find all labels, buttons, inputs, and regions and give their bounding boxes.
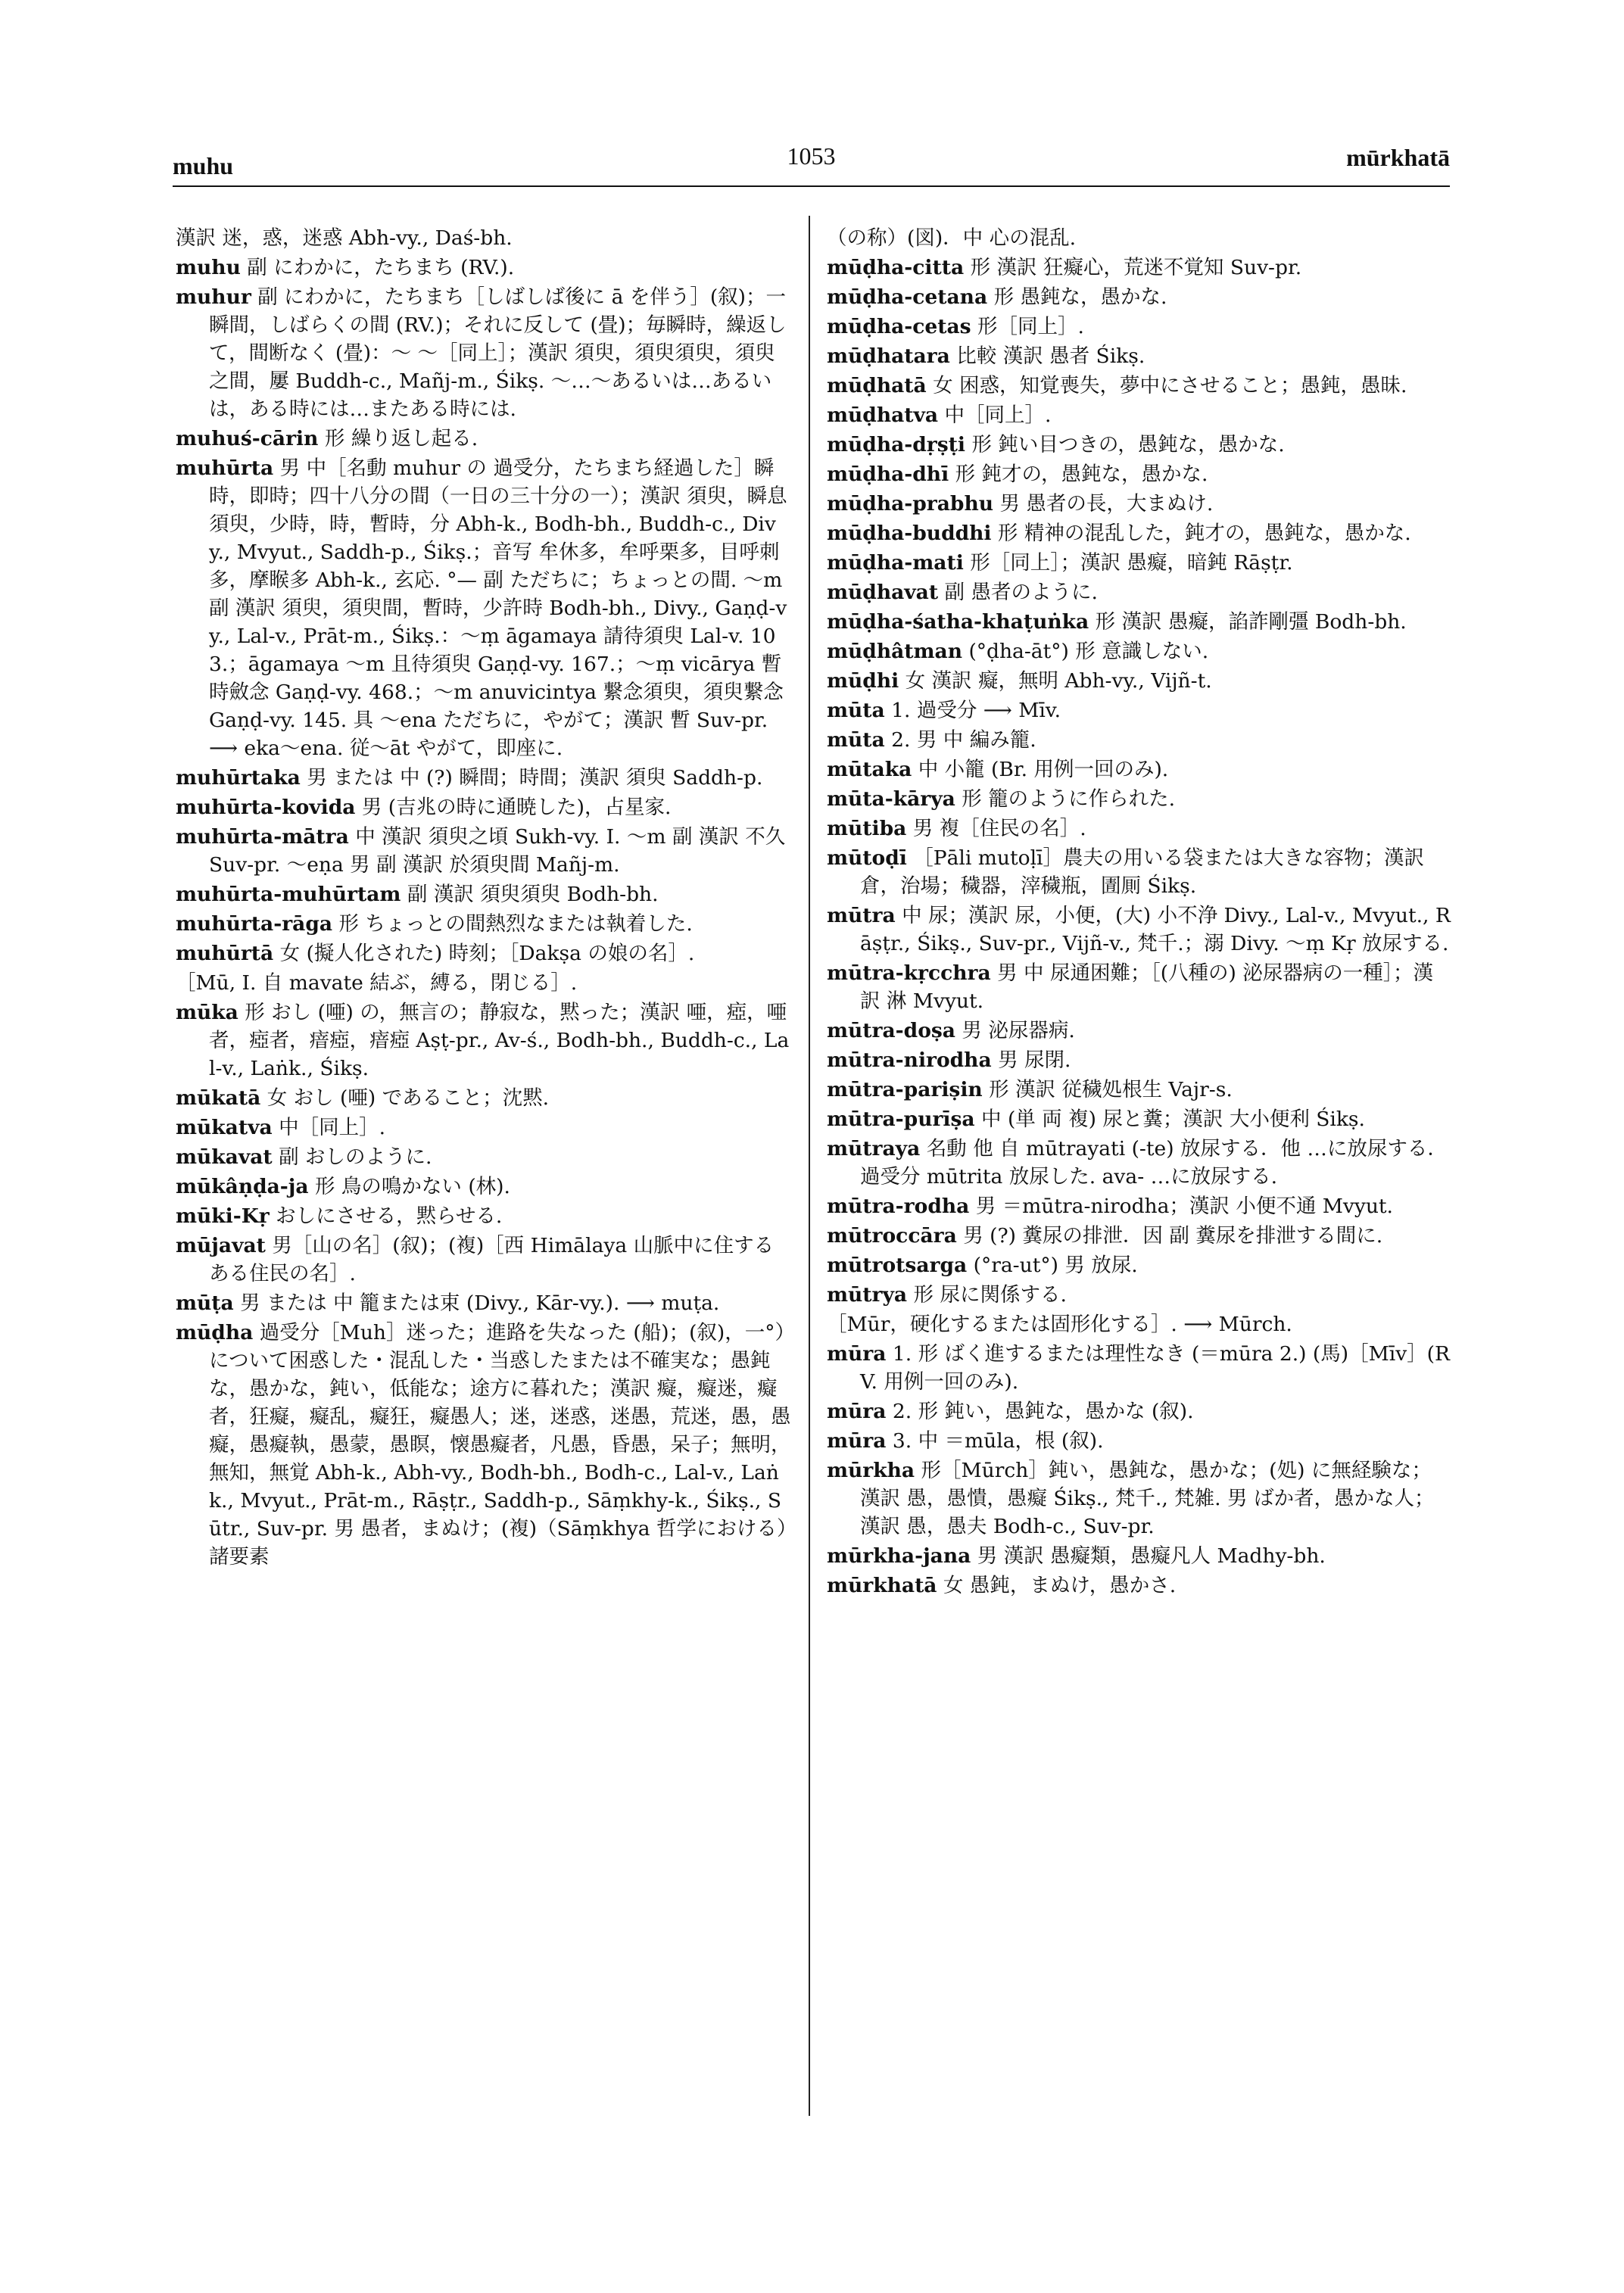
definition-text: 中［同上］. <box>279 1116 386 1139</box>
headword: mūḍha-prabhu <box>827 492 993 516</box>
dictionary-entry <box>827 637 1451 665</box>
definition-text: 男 または 中 (?) 瞬間；時間；漢訳 須臾 Saddh-p. <box>307 766 763 790</box>
dictionary-entry <box>176 969 793 997</box>
definition-text: 形 籠のように作られた. <box>962 787 1176 811</box>
headword: mūtrotsarga <box>827 1254 968 1277</box>
dictionary-entry <box>827 283 1451 311</box>
dictionary-entry <box>827 578 1451 606</box>
headword: mūta <box>827 699 885 722</box>
headword: mūḍhâtman <box>827 640 962 663</box>
definition-text: 男 ＝mūtra-nirodha；漢訳 小便不通 Mvyut. <box>975 1195 1393 1218</box>
headword: mūḍha-cetana <box>827 285 988 309</box>
definition-text: 女 困惑，知覚喪失，夢中にさせること；愚鈍，愚昧. <box>933 374 1407 397</box>
dictionary-entry <box>827 1427 1451 1455</box>
headword: mūtra-kṛcchra <box>827 961 991 985</box>
definition-text: 形 愚鈍な，愚かな. <box>993 285 1167 309</box>
dictionary-entry <box>176 1143 793 1171</box>
dictionary-entry <box>827 815 1451 843</box>
dictionary-entry <box>827 1310 1451 1338</box>
headword: mūkatva <box>176 1116 273 1139</box>
header-right-guide-word: mūrkhatā <box>1346 144 1450 171</box>
dictionary-entry <box>827 1105 1451 1133</box>
dictionary-entry <box>827 1046 1451 1074</box>
dictionary-entry <box>176 1319 793 1571</box>
definition-text: ［Mūr，硬化するまたは固形化する］. ⟶ Mūrch. <box>827 1313 1292 1336</box>
definition-text: 男 または 中 籠または束 (Divy., Kār-vy.). ⟶ muṭa. <box>240 1291 720 1315</box>
headword: mūtra-nirodha <box>827 1048 992 1072</box>
header-rule <box>173 185 1450 187</box>
dictionary-entry <box>827 1456 1451 1541</box>
dictionary-entry <box>176 254 793 282</box>
definition-text: 形［Mūrch］鈍い，愚鈍な，愚かな；(処) に無経験な；漢訳 愚，愚憒，愚癡 Śikṣ., 梵千., 梵雑. 男 ばか者，愚かな人；漢訳 愚，愚夫 Bodh-c., Suv-pr. <box>860 1459 1435 1538</box>
headword: muhūrtā <box>176 942 274 965</box>
definition-text: 女 おし (唖) であること；沈黙. <box>267 1086 550 1110</box>
definition-text: おしにさせる，黙らせる. <box>276 1204 503 1228</box>
dictionary-entry <box>176 283 793 423</box>
headword: muhu <box>176 256 241 279</box>
dictionary-entry <box>176 880 793 908</box>
headword: mūtrya <box>827 1283 908 1307</box>
dictionary-entry <box>176 224 793 252</box>
definition-text: 男 (?) 糞尿の排泄．因 副 糞尿を排泄する間に. <box>963 1224 1383 1248</box>
dictionary-entry <box>827 549 1451 577</box>
headword: mūtra-doṣa <box>827 1019 955 1042</box>
dictionary-entry <box>176 1173 793 1201</box>
definition-text: 1. 形 ばく進するまたは理性なき (＝mūra 2.) (馬)［Mīv］(RV. 用例一回のみ). <box>860 1342 1450 1394</box>
headword: mūḍha-mati <box>827 551 964 575</box>
headword: mūḍha-dṛṣṭi <box>827 433 965 456</box>
definition-text: 男 尿閉. <box>998 1048 1071 1072</box>
dictionary-entry <box>176 1084 793 1112</box>
definition-text: 副 漢訳 須臾須臾 Bodh-bh. <box>407 883 659 906</box>
dictionary-entry <box>176 1202 793 1230</box>
dictionary-entry <box>827 844 1451 900</box>
headword: muhūrta-muhūrtam <box>176 883 401 906</box>
definition-text: 男［山の名］(叙)；(複)［西 Himālaya 山脈中に住するある住民の名］. <box>209 1234 775 1285</box>
definition-text: 形［同上］；漢訳 愚癡，暗鈍 Rāṣṭr. <box>970 551 1293 575</box>
definition-text: 男 漢訳 愚癡類，愚癡凡人 Madhy-bh. <box>977 1544 1326 1568</box>
definition-text: 形 おし (唖) の，無言の；静寂な，黙った；漢訳 唖，瘂，唖者，瘂者，瘖瘂，瘖瘂 Aṣṭ-pr., Av-ś., Bodh-bh., Buddh-c., Lal-v., Laṅk., Śikṣ. <box>209 1001 790 1080</box>
definition-text: ［Mū, I. 自 mavate 結ぶ，縛る，閉じる］. <box>176 971 578 995</box>
dictionary-entry <box>176 793 793 821</box>
definition-text: 副 愚者のように. <box>944 581 1098 604</box>
definition-text: 男 愚者の長，大まぬけ. <box>999 492 1214 516</box>
dictionary-entry <box>827 1281 1451 1309</box>
definition-text: 男 中 尿通困難；［(八種の) 泌尿器病の一種］；漢訳 淋 Mvyut. <box>860 961 1434 1013</box>
headword: mūra <box>827 1342 887 1366</box>
definition-text: 中 (単 両 複) 尿と糞；漢訳 大小便利 Śikṣ. <box>981 1108 1365 1131</box>
headword: mūki-Kṛ <box>176 1204 270 1228</box>
headword: mūḍhi <box>827 669 899 693</box>
definition-text: 中 漢訳 須臾之頃 Sukh-vy. I. ～m 副 漢訳 不久 Suv-pr. ～eṇa 男 副 漢訳 於須臾間 Mañj-m. <box>209 825 786 877</box>
dictionary-entry <box>827 1222 1451 1250</box>
definition-text: 形［同上］. <box>977 315 1084 338</box>
dictionary-entry <box>827 372 1451 400</box>
definition-text: 中［同上］. <box>944 403 1052 427</box>
headword: mūka <box>176 1001 238 1024</box>
dictionary-entry <box>827 1192 1451 1220</box>
headword: mūra <box>827 1400 887 1423</box>
definition-text: 中 尿；漢訳 尿，小便，(大) 小不浄 Divy., Lal-v., Mvyut., Rāṣṭr., Śikṣ., Suv-pr., Vijñ-v., 梵千.；溺 Divy. ～ṃ Kṛ 放尿する. <box>860 904 1451 955</box>
headword: mūtaka <box>827 758 912 781</box>
column-divider <box>809 216 810 2116</box>
dictionary-entry <box>827 224 1451 252</box>
dictionary-entry <box>827 667 1451 695</box>
headword: muhur <box>176 285 251 309</box>
headword: mūta <box>827 728 885 752</box>
headword: mūḍhatara <box>827 344 950 368</box>
definition-text: ［Pāli mutoḷī］農夫の用いる袋または大きな容物；漢訳 倉，治場；穢器，滓穢瓶，圊厠 Śikṣ. <box>860 846 1425 898</box>
headword: mūrkha <box>827 1459 915 1482</box>
dictionary-entry <box>176 1289 793 1317</box>
dictionary-entry <box>827 785 1451 813</box>
dictionary-entry <box>827 313 1451 341</box>
dictionary-entry <box>827 401 1451 429</box>
headword: mūḍha-cetas <box>827 315 971 338</box>
headword: mūkatā <box>176 1086 261 1110</box>
headword: mūḍha-śatha-khaṭuṅka <box>827 610 1089 634</box>
dictionary-entry <box>827 342 1451 370</box>
headword: mūḍha-dhī <box>827 463 949 486</box>
definition-text: 女 (擬人化された) 時刻；［Dakṣa の娘の名］. <box>279 942 695 965</box>
right-column <box>827 224 1451 1601</box>
dictionary-entry <box>827 431 1451 459</box>
headword: muhūrta-kovida <box>176 796 356 819</box>
definition-text: 漢訳 迷，惑，迷惑 Abh-vy., Daś-bh. <box>176 226 513 250</box>
headword: mūta-kārya <box>827 787 955 811</box>
dictionary-entry <box>176 1114 793 1142</box>
dictionary-entry <box>176 425 793 453</box>
dictionary-entry <box>827 254 1451 282</box>
dictionary-entry <box>827 460 1451 488</box>
dictionary-entry <box>827 756 1451 784</box>
page-number: 1053 <box>787 142 836 170</box>
header-left-guide-word: muhu <box>173 152 234 179</box>
headword: mūjavat <box>176 1234 266 1257</box>
definition-text: （の称）(図)．中 心の混乱. <box>827 226 1077 250</box>
headword: muhūrtaka <box>176 766 301 790</box>
headword: mūtra-purīṣa <box>827 1108 975 1131</box>
definition-text: (°ra-ut°) 男 放尿. <box>973 1254 1138 1277</box>
headword: muhūrta <box>176 456 274 480</box>
headword: mūtraya <box>827 1137 921 1161</box>
definition-text: 女 漢訳 癡，無明 Abh-vy., Vijñ-t. <box>905 669 1212 693</box>
definition-text: 女 愚鈍，まぬけ，愚かさ. <box>943 1574 1177 1597</box>
dictionary-entry <box>827 1572 1451 1600</box>
headword: mūḍha-buddhi <box>827 522 992 545</box>
headword: mūrkhatā <box>827 1574 937 1597</box>
definition-text: 男 中［名動 muhur の 過受分，たちまち経過した］瞬時，即時；四十八分の間（一日の三十分の一）；漢訳 須臾，瞬息須臾，少時，時，暫時，分 Abh-k., Bodh-bh., Buddh-c., Divy., Mvyut., Saddh-p., Śikṣ.；音写 牟休多，牟呼栗多，目呼刺多，摩睺多 Abh-k., 玄応. °— 副 ただちに；ちょっとの間. ～m 副 漢訳 須臾，須臾間，暫時，少許時 Bodh-bh., Divy., Gaṇḍ-vy., Lal-v., Prāt-m., Śikṣ.：～ṃ āgamaya 請待須臾 Lal-v. 103.；āgamaya ～m 且待須臾 Gaṇḍ-vy. 167.；～ṃ vicārya 暫時斂念 Gaṇḍ-vy. 468.；～m anuvicintya 繋念須臾，須臾繋念 Gaṇḍ-vy. 145. 具 ～ena ただちに，やがて；漢訳 暫 Suv-pr. ⟶ eka～ena. 従～āt やがて，即座に. <box>209 456 787 760</box>
dictionary-entry <box>176 910 793 938</box>
definition-text: 形 ちょっとの間熱烈なまたは執着した. <box>338 912 693 936</box>
dictionary-entry <box>827 696 1451 724</box>
definition-text: 過受分［Muh］迷った；進路を失なった (船)；(叙)，一°）について困惑した・混乱した・当惑したまたは不確実な；愚鈍な，愚かな，鈍い，低能な；途方に暮れた；漢訳 癡，癡迷，癡者，狂癡，癡乱，癡狂，癡愚人；迷，迷惑，迷愚，荒迷，愚，愚癡，愚癡執，愚蒙，愚瞑，懐愚癡者，凡愚，昏愚，呆子；無明，無知，無覚 Abh-k., Abh-vy., Bodh-bh., Bodh-c., Lal-v., Laṅk., Mvyut., Prāt-m., Rāṣṭr., Saddh-p., Sāṃkhy-k., Śikṣ., Sūtr., Suv-pr. 男 愚者，まぬけ；(複)（Sāṃkhya 哲学における）諸要素 <box>209 1321 791 1569</box>
headword: mūḍha <box>176 1321 254 1344</box>
dictionary-entry <box>827 608 1451 636</box>
definition-text: 形 鳥の鳴かない (林). <box>315 1175 510 1198</box>
definition-text: 中 小籠 (Br. 用例一回のみ). <box>918 758 1169 781</box>
headword: mūtra-rodha <box>827 1195 970 1218</box>
dictionary-entry <box>827 1251 1451 1279</box>
headword: mūḍha-citta <box>827 256 965 279</box>
definition-text: 男 複［住民の名］. <box>912 817 1086 840</box>
definition-text: 形 鈍才の，愚鈍な，愚かな. <box>955 463 1208 486</box>
dictionary-entry <box>827 1340 1451 1396</box>
dictionary-entry <box>827 1542 1451 1570</box>
dictionary-entry <box>827 519 1451 547</box>
headword: muhūrta-rāga <box>176 912 333 936</box>
page-header <box>173 142 1450 183</box>
headword: mūḍhavat <box>827 581 939 604</box>
dictionary-entry <box>176 823 793 879</box>
headword: mūtiba <box>827 817 907 840</box>
headword: mūra <box>827 1429 887 1453</box>
dictionary-entry <box>827 959 1451 1015</box>
dictionary-entry <box>827 1017 1451 1045</box>
headword: mūṭa <box>176 1291 234 1315</box>
headword: mūkavat <box>176 1145 273 1169</box>
definition-text: 形 鈍い目つきの，愚鈍な，愚かな. <box>971 433 1285 456</box>
headword: mūtroccāra <box>827 1224 957 1248</box>
dictionary-entry <box>176 999 793 1083</box>
headword: muhuś-cārin <box>176 427 319 450</box>
dictionary-entry <box>176 764 793 792</box>
definition-text: 形 漢訳 従穢処根生 Vajr-s. <box>989 1078 1233 1101</box>
definition-text: 男 泌尿器病. <box>962 1019 1075 1042</box>
definition-text: 2. 形 鈍い，愚鈍な，愚かな (叙). <box>892 1400 1194 1423</box>
dictionary-entry <box>827 902 1451 958</box>
definition-text: 1. 過受分 ⟶ Mīv. <box>891 699 1061 722</box>
dictionary-entry <box>827 1076 1451 1104</box>
dictionary-entry <box>827 490 1451 518</box>
definition-text: 形 繰り返し起る. <box>324 427 478 450</box>
dictionary-entry <box>827 1135 1451 1191</box>
headword: mūḍhatā <box>827 374 927 397</box>
definition-text: 男 (吉兆の時に通暁した)，占星家. <box>361 796 672 819</box>
definition-text: 名動 他 自 mūtrayati (-te) 放尿する．他 …に放尿する．過受分 mūtrita 放尿した. ava- …に放尿する. <box>860 1137 1448 1189</box>
headword: mūrkha-jana <box>827 1544 971 1568</box>
definition-text: 副 にわかに，たちまち［しばしば後に ā を伴う］(叙)；一瞬間，しばらくの間 (RV.)；それに反して (畳)；毎瞬時，繰返して，間断なく (畳)：～ ～［同上］；漢訳 須臾，須臾須臾，須臾之間，屢 Buddh-c., Mañj-m., Śikṣ. ～…～あるいは…あるいは，ある時には…またある時には. <box>209 285 787 421</box>
dictionary-entry <box>176 1232 793 1288</box>
left-column <box>176 224 793 1572</box>
dictionary-entry <box>176 939 793 967</box>
headword: mūkâṇḍa-ja <box>176 1175 309 1198</box>
definition-text: 形 漢訳 愚癡，諂詐剛彊 Bodh-bh. <box>1095 610 1407 634</box>
definition-text: 副 にわかに，たちまち (RV.). <box>247 256 515 279</box>
definition-text: (°ḍha-āt°) 形 意識しない. <box>968 640 1209 663</box>
headword: muhūrta-mātra <box>176 825 349 849</box>
headword: mūtra <box>827 904 896 927</box>
dictionary-entry <box>827 726 1451 754</box>
headword: mūḍhatva <box>827 403 939 427</box>
definition-text: 形 精神の混乱した，鈍才の，愚鈍な，愚かな. <box>997 522 1411 545</box>
dictionary-entry <box>827 1397 1451 1425</box>
headword: mūtra-pariṣin <box>827 1078 983 1101</box>
dictionary-entry <box>176 454 793 762</box>
definition-text: 副 おしのように. <box>279 1145 432 1169</box>
headword: mūtoḍī <box>827 846 907 870</box>
definition-text: 形 尿に関係する. <box>913 1283 1067 1307</box>
definition-text: 比較 漢訳 愚者 Śikṣ. <box>956 344 1146 368</box>
definition-text: 3. 中 ＝mūla，根 (叙). <box>892 1429 1104 1453</box>
definition-text: 2. 男 中 編み籠. <box>891 728 1036 752</box>
definition-text: 形 漢訳 狂癡心，荒迷不覚知 Suv-pr. <box>970 256 1302 279</box>
